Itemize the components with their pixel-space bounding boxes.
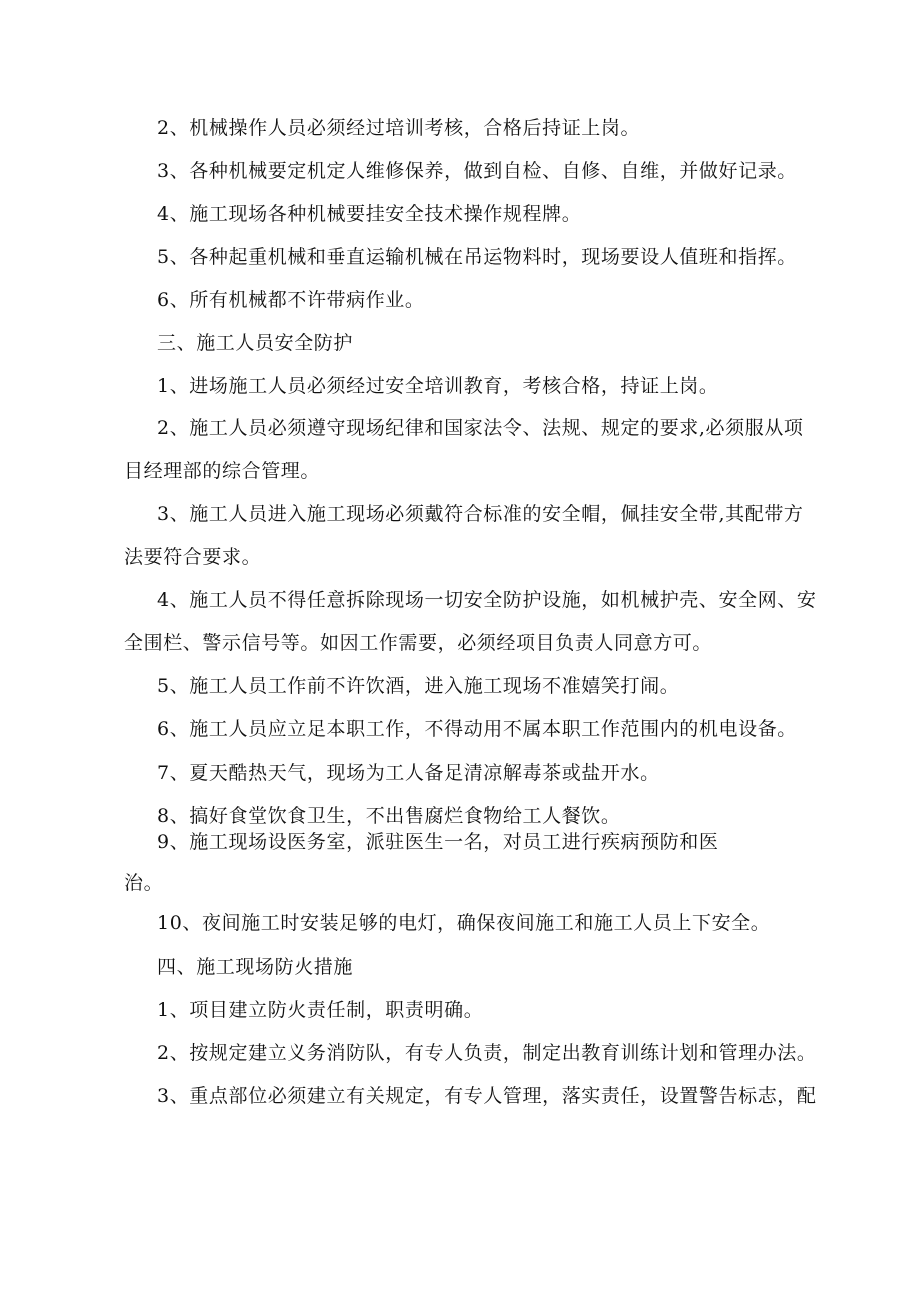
section-heading: 四、施工现场防火措施 bbox=[157, 956, 354, 978]
paragraph-line: 4、施工现场各种机械要挂安全技术操作规程牌。 bbox=[157, 203, 582, 225]
paragraph-line: 2、施工人员必须遵守现场纪律和国家法令、法规、规定的要求,必须服从项 bbox=[157, 417, 804, 439]
paragraph-line: 全围栏、警示信号等。如因工作需要，必须经项目负责人同意方可。 bbox=[124, 632, 713, 654]
paragraph-line: 5、施工人员工作前不许饮酒，进入施工现场不准嬉笑打闹。 bbox=[157, 675, 680, 697]
paragraph-line: 2、按规定建立义务消防队，有专人负责，制定出教育训练计划和管理办法。 bbox=[157, 1042, 817, 1064]
paragraph-line: 目经理部的综合管理。 bbox=[124, 460, 321, 482]
paragraph-line: 6、所有机械都不许带病作业。 bbox=[157, 289, 425, 311]
paragraph-line: 治。 bbox=[124, 872, 164, 894]
paragraph-line: 2、机械操作人员必须经过培训考核，合格后持证上岗。 bbox=[157, 117, 641, 139]
paragraph-line: 3、各种机械要定机定人维修保养，做到自检、自修、自维，并做好记录。 bbox=[157, 160, 797, 182]
paragraph-line: 法要符合要求。 bbox=[124, 546, 262, 568]
paragraph-line: 4、施工人员不得任意拆除现场一切安全防护设施，如机械护壳、安全网、安 bbox=[157, 589, 817, 611]
paragraph-line: 7、夏天酷热天气，现场为工人备足清凉解毒茶或盐开水。 bbox=[157, 762, 660, 784]
paragraph-line: 3、重点部位必须建立有关规定，有专人管理，落实责任，设置警告标志，配 bbox=[157, 1085, 817, 1107]
paragraph-line: 1、进场施工人员必须经过安全培训教育，考核合格，持证上岗。 bbox=[157, 375, 719, 397]
paragraph-line: 10、夜间施工时安装足够的电灯，确保夜间施工和施工人员上下安全。 bbox=[157, 912, 771, 934]
paragraph-line: 5、各种起重机械和垂直运输机械在吊运物料时，现场要设人值班和指挥。 bbox=[157, 246, 797, 268]
paragraph-line: 8、搞好食堂饮食卫生，不出售腐烂食物给工人餐饮。 bbox=[157, 805, 621, 827]
paragraph-line: 3、施工人员进入施工现场必须戴符合标准的安全帽，佩挂安全带,其配带方 bbox=[157, 503, 804, 525]
section-heading: 三、施工人员安全防护 bbox=[157, 332, 354, 354]
paragraph-line: 6、施工人员应立足本职工作，不得动用不属本职工作范围内的机电设备。 bbox=[157, 718, 797, 740]
paragraph-line: 9、施工现场设医务室，派驻医生一名，对员工进行疾病预防和医 bbox=[157, 831, 719, 853]
paragraph-line: 1、项目建立防火责任制，职责明确。 bbox=[157, 999, 484, 1021]
